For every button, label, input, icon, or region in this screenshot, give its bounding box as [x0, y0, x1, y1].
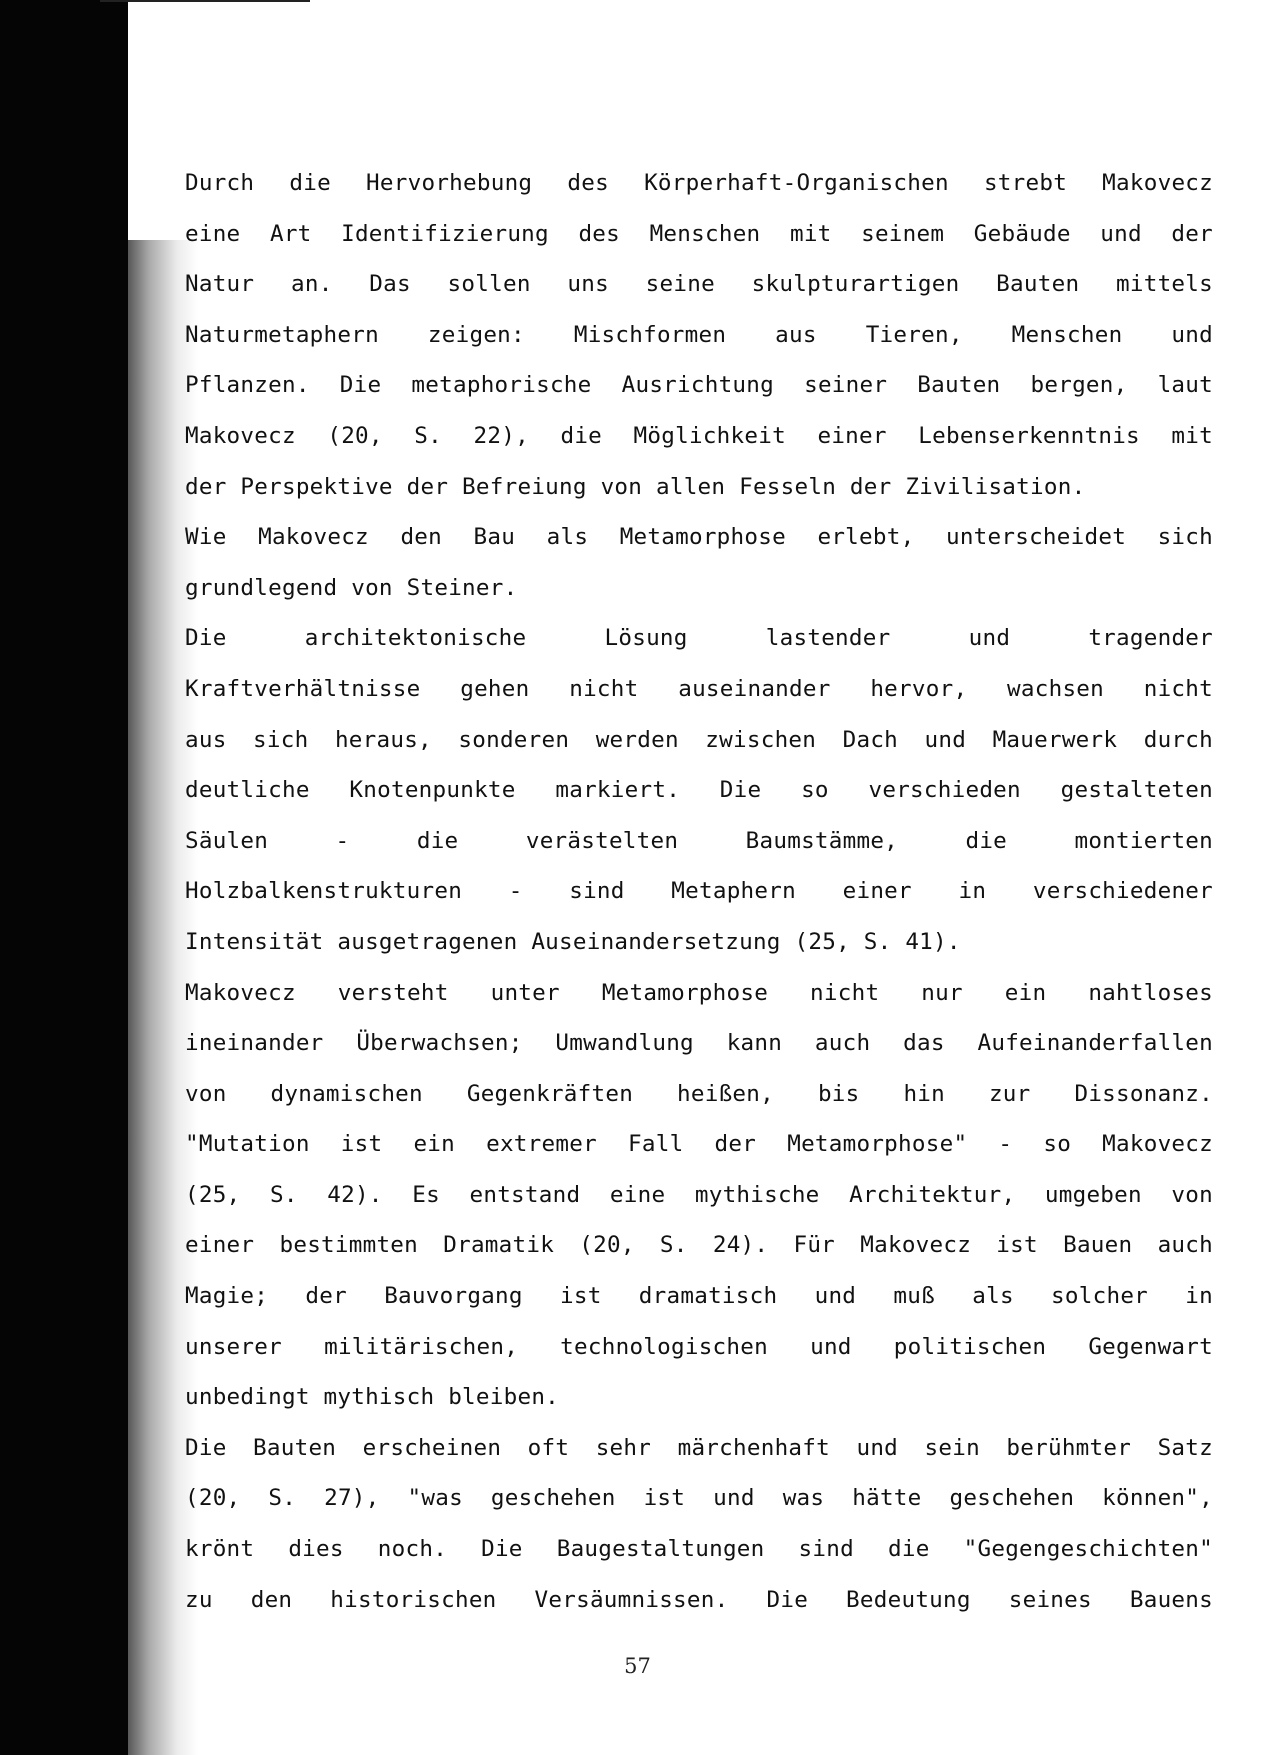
text-line: Durch die Hervorhebung des Körperhaft-Organischen strebt Makovecz — [185, 170, 1213, 196]
text-line: Naturmetaphern zeigen: Mischformen aus Tieren, Menschen und — [185, 321, 1213, 348]
text-line: aus sich heraus, sonderen werden zwischen Dach und Mauerwerk durch — [185, 726, 1213, 753]
text-line: (25, S. 42). Es entstand eine mythische Architektur, umgeben von — [185, 1181, 1213, 1208]
top-rule — [100, 0, 310, 2]
scan-binding-shadow — [0, 0, 128, 1755]
text-line: von dynamischen Gegenkräften heißen, bis hin zur Dissonanz. — [185, 1080, 1213, 1107]
text-line: eine Art Identifizierung des Menschen mit seinem Gebäude und der — [185, 220, 1213, 247]
text-line: Die architektonische Lösung lastender und tragender — [185, 625, 1213, 652]
text-line: Magie; der Bauvorgang ist dramatisch und muß als solcher in — [185, 1283, 1213, 1310]
text-line: Intensität ausgetragenen Auseinandersetzung (25, S. 41). — [185, 928, 961, 955]
text-line: Makovecz (20, S. 22), die Möglichkeit einer Lebenserkenntnis mit — [185, 422, 1213, 449]
text-line: krönt dies noch. Die Baugestaltungen sind die "Gegengeschichten" — [185, 1536, 1213, 1563]
text-line: zu den historischen Versäumnissen. Die Bedeutung seines Bauens — [185, 1586, 1213, 1613]
text-line: Holzbalkenstrukturen - sind Metaphern einer in verschiedener — [185, 878, 1213, 905]
text-line: der Perspektive der Befreiung von allen Fesseln der Zivilisation. — [185, 473, 1086, 500]
text-line: einer bestimmten Dramatik (20, S. 24). Für Makovecz ist Bauen auch — [185, 1232, 1213, 1259]
text-line: deutliche Knotenpunkte markiert. Die so verschieden gestalteten — [185, 777, 1213, 804]
text-line: Kraftverhältnisse gehen nicht auseinander hervor, wachsen nicht — [185, 675, 1213, 702]
text-line: (20, S. 27), "was geschehen ist und was hätte geschehen können", — [185, 1485, 1213, 1512]
text-line: unserer militärischen, technologischen und politischen Gegenwart — [185, 1333, 1213, 1360]
page-body — [185, 158, 1213, 1625]
text-line: Natur an. Das sollen uns seine skulpturartigen Bauten mittels — [185, 271, 1213, 298]
text-line: ineinander Überwachsen; Umwandlung kann auch das Aufeinanderfallen — [185, 1030, 1213, 1057]
text-line: Die Bauten erscheinen oft sehr märchenhaft und sein berühmter Satz — [185, 1434, 1213, 1461]
text-line: Wie Makovecz den Bau als Metamorphose erlebt, unterscheidet sich — [185, 524, 1213, 551]
text-line: unbedingt mythisch bleiben. — [185, 1384, 560, 1411]
page-number: 57 — [624, 1654, 651, 1678]
text-line: "Mutation ist ein extremer Fall der Metamorphose" - so Makovecz — [185, 1131, 1213, 1158]
text-line: Pflanzen. Die metaphorische Ausrichtung seiner Bauten bergen, laut — [185, 372, 1213, 399]
text-line: grundlegend von Steiner. — [185, 574, 518, 601]
text-line: Säulen - die verästelten Baumstämme, die montierten — [185, 827, 1213, 854]
text-line: Makovecz versteht unter Metamorphose nicht nur ein nahtloses — [185, 979, 1213, 1006]
